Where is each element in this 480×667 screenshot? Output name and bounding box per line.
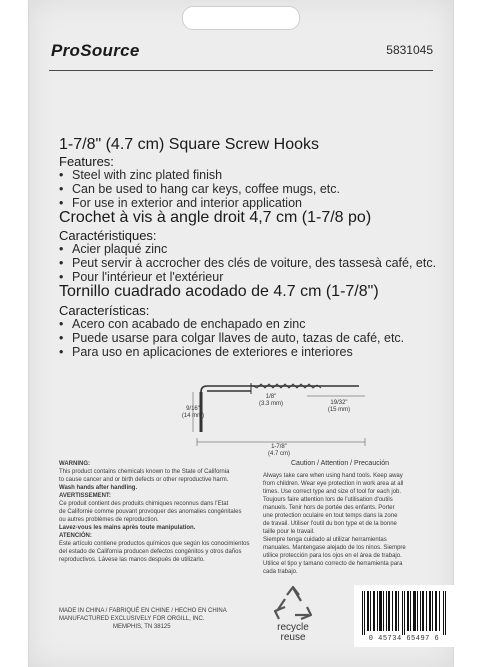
feature-item: • Steel with zinc plated finish bbox=[59, 168, 340, 182]
brand-bar bbox=[49, 36, 433, 66]
origin-text: MADE IN CHINA / FABRIQUÉ EN CHINE / HECHO EN CHINA MANUFACTURED EXCLUSIVELY FOR ORGILL, INC. MEMPHIS, TN 38125 bbox=[59, 608, 227, 630]
feature-item: • Acier plaqué zinc bbox=[59, 242, 436, 256]
feature-item: • Can be used to hang car keys, coffee mugs, etc. bbox=[59, 182, 340, 196]
feature-item: • For use in exterior and interior application bbox=[59, 196, 340, 210]
feature-item: • Pour l'intérieur et l'extérieur bbox=[59, 270, 436, 284]
features-label-english: Features: bbox=[59, 154, 114, 169]
title-spanish: Tornillo cuadrado acodado de 4.7 cm (1-7/8") bbox=[59, 283, 379, 300]
dim-total: 1-7/8" (4.7 cm) bbox=[267, 444, 290, 457]
hook-dimension-diagram bbox=[179, 382, 369, 460]
barcode-digits: 0 45734 65497 6 bbox=[368, 635, 440, 643]
caution-text: Always take care when using hand tools. Keep away from children. Wear eye protection in work area at all times. Use correct type and size of tool for each job. Toujours faire attention lors de l'utilisation d'outils manuels. Tenir hors de portée des enfants. Porter une protection oculaire en tout temps dans la zone de travail. Utiliser l'outil du bon type et de la bonne taille pour le travail. Siempre tenga cuidado al utilizar herramientas manuales. Mantengase alejado de los ninos. Siempre utilice protección para los ojos en el área de trabajo. Utilice el tipo y tamano correcto de herramienta para cada trabajo. bbox=[263, 473, 406, 575]
title-french: Crochet à vis à angle droit 4,7 cm (1-7/8 po) bbox=[59, 209, 372, 226]
caution-title: Caution / Attention / Precaución bbox=[291, 460, 390, 467]
barcode-bars bbox=[362, 591, 446, 635]
product-card bbox=[28, 0, 454, 667]
warning-text: WARNING: This product contains chemicals known to the State of California to cause cancer and or birth defects or other reproductive harm. Wash hands after handling. AVERTISSEMENT: Ce produit contient des produits chimiques reconnus dans l'Etat de Californie comme pouvant provoquer des anomalies congénitales ou autres problèmes de reproduction. Lavez-vous les mains après toute manipulation. ATENCIÓN: Este artículo contiene productos químicos que según los conocimientos del estado de California producen defectos congénitos y otros daños reproductivos. Lávese las manos después de utilizarlo. bbox=[59, 461, 250, 563]
feature-item: • Para uso en aplicaciones de exteriores e interiores bbox=[59, 345, 404, 359]
features-label-spanish: Características: bbox=[59, 303, 150, 318]
recycle-label: recycle reuse bbox=[277, 622, 309, 643]
features-list-spanish bbox=[59, 317, 404, 359]
features-list-english bbox=[59, 168, 340, 210]
hang-hole bbox=[182, 6, 300, 30]
dim-hook: 9/16" (14 mm) bbox=[181, 406, 205, 419]
sku-number: 5831045 bbox=[386, 43, 433, 57]
title-english: 1-7/8" (4.7 cm) Square Screw Hooks bbox=[59, 136, 319, 153]
dim-thread-gap: 1/8" (3.3 mm) bbox=[259, 394, 283, 407]
feature-item: • Puede usarse para colgar llaves de auto, tazas de café, etc. bbox=[59, 331, 404, 345]
header-divider bbox=[49, 70, 433, 71]
brand-logo: ProSource bbox=[51, 41, 140, 60]
barcode bbox=[354, 585, 454, 647]
dim-thread: 19/32" (15 mm) bbox=[327, 400, 351, 413]
feature-item: • Acero con acabado de enchapado en zinc bbox=[59, 317, 404, 331]
features-label-french: Caractéristiques: bbox=[59, 228, 157, 243]
features-list-french bbox=[59, 242, 436, 284]
feature-item: • Peut servir à accrocher des clés de voiture, des tassesà café, etc. bbox=[59, 256, 436, 270]
